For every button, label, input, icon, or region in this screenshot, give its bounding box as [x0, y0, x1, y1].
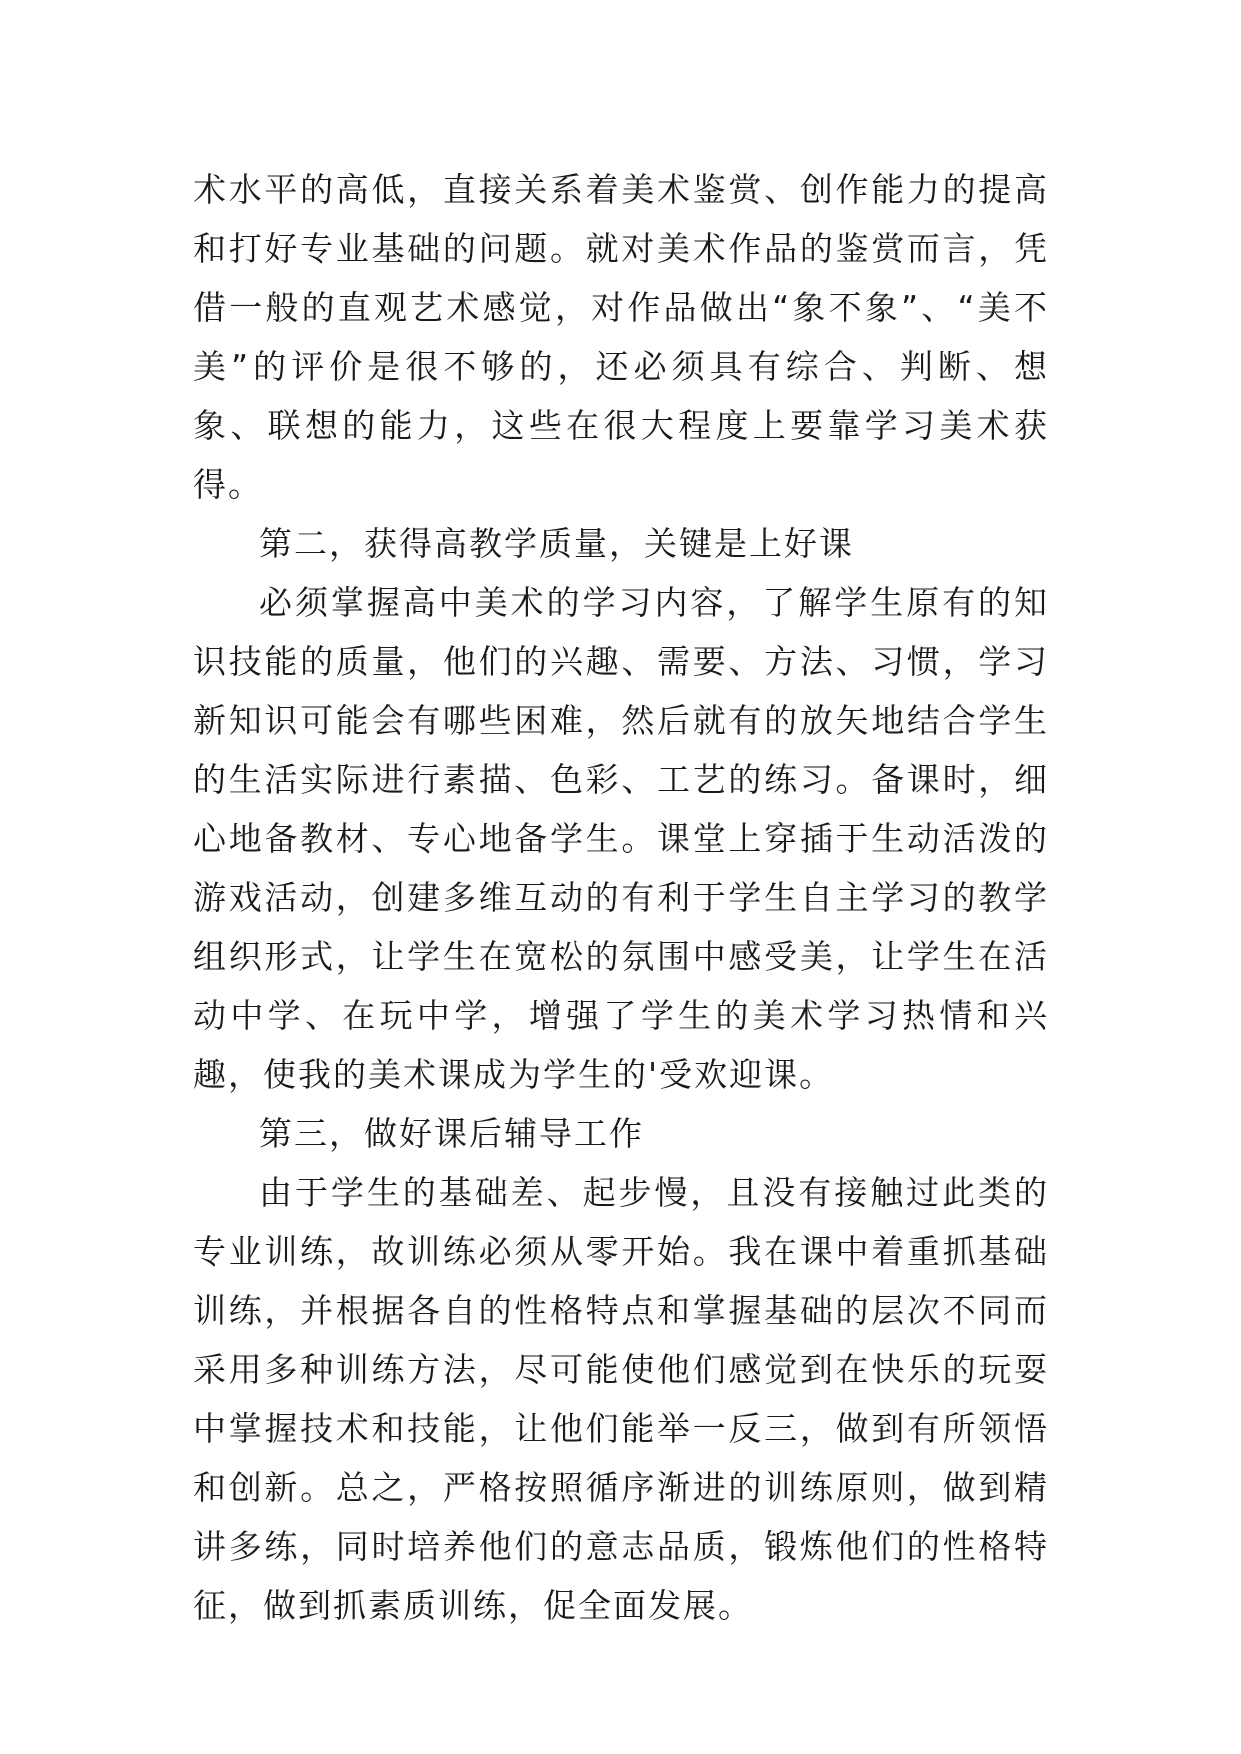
paragraph-after-class-tutoring: 由于学生的基础差、起步慢，且没有接触过此类的专业训练，故训练必须从零开始。我在课中着重抓基础训练，并根据各自的性格特点和掌握基础的层次不同而采用多种训练方法，尽可能使他们感觉到在快乐的玩耍中掌握技术和技能，让他们能举一反三，做到有所领悟和创新。总之，严格按照循序渐进的训练原则，做到精讲多练，同时培养他们的意志品质，锻炼他们的性格特征，做到抓素质训练，促全面发展。: [193, 1173, 1049, 1625]
document-body: [193, 160, 1049, 1635]
paragraph-art-appreciation-continued: 术水平的高低，直接关系着美术鉴赏、创作能力的提高和打好专业基础的问题。就对美术作品的鉴赏而言，凭借一般的直观艺术感觉，对作品做出“象不象”、“美不美”的评价是很不够的，还必须具有综合、判断、想象、联想的能力，这些在很大程度上要靠学习美术获得。: [193, 170, 1049, 504]
paragraph-teaching-quality: 必须掌握高中美术的学习内容，了解学生原有的知识技能的质量，他们的兴趣、需要、方法、习惯，学习新知识可能会有哪些困难，然后就有的放矢地结合学生的生活实际进行素描、色彩、工艺的练习。备课时，细心地备教材、专心地备学生。课堂上穿插于生动活泼的游戏活动，创建多维互动的有利于学生自主学习的教学组织形式，让学生在宽松的氛围中感受美，让学生在活动中学、在玩中学，增强了学生的美术学习热情和兴趣，使我的美术课成为学生的'受欢迎课。: [193, 583, 1049, 1094]
section-heading-second: 第二，获得高教学质量，关键是上好课: [259, 524, 854, 563]
section-heading-third: 第三，做好课后辅导工作: [259, 1114, 644, 1153]
